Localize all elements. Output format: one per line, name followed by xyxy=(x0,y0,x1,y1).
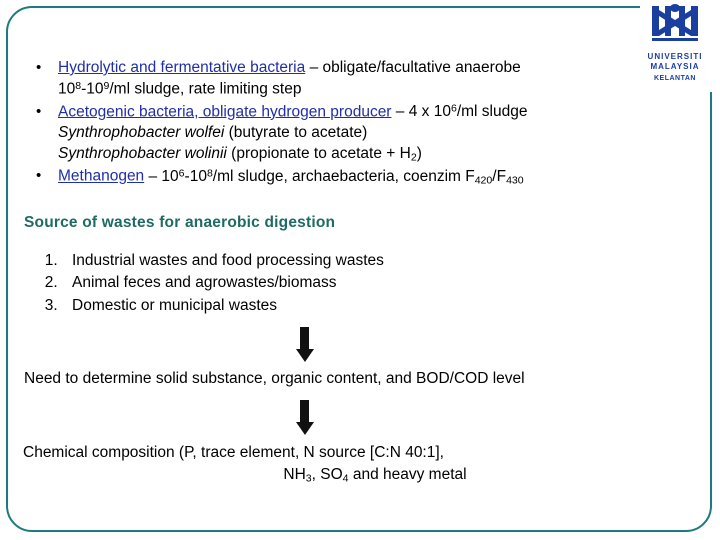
list-item xyxy=(24,102,696,166)
arrow-area-2 xyxy=(24,400,696,440)
logo-campus: KELANTAN xyxy=(654,75,696,82)
waste-source-list xyxy=(24,250,696,317)
bullet-subline: Synthrophobacter wolfei (butyrate to acetate) xyxy=(58,124,368,142)
bacteria-bullet-list xyxy=(24,58,696,188)
list-item: 3. Domestic or municipal wastes xyxy=(62,295,696,317)
down-arrow-icon xyxy=(296,327,312,362)
down-arrow-icon xyxy=(296,400,312,435)
bullet-rest: – $10^6-10^8/ml$ sludge, archaebacteria, coenzim $F_{420}/F_{430}$ xyxy=(144,167,524,187)
section-heading: Source of wastes for anaerobic digestion xyxy=(24,213,336,231)
list-item xyxy=(24,166,696,188)
flow-step-2-line1: Chemical composition (P, trace element, N source [C:N 40:1], xyxy=(23,444,444,462)
logo-name: UNIVERSITI xyxy=(647,52,703,61)
list-item: 1. Industrial wastes and food processing wastes xyxy=(62,250,696,272)
bullet-marker: • xyxy=(36,102,42,120)
bullet-marker: • xyxy=(36,59,42,76)
bullet-rest: – obligate/facultative anaerobe xyxy=(305,59,521,76)
arrow-area-1 xyxy=(24,327,696,367)
logo-line2: MALAYSIA xyxy=(650,62,700,71)
flow-step-2-line2: $NH_3$, $SO_4$ and heavy metal xyxy=(283,465,467,485)
bullet-marker: • xyxy=(36,167,42,185)
flow-step-1: Need to determine solid substance, organic content, and BOD/COD level xyxy=(24,370,525,388)
bullet-subline: Synthrophobacter wolinii (propionate to acetate + $H_2$) xyxy=(58,145,422,164)
slide-content xyxy=(24,58,696,486)
bullet-highlight: Methanogen xyxy=(58,167,145,185)
list-item xyxy=(24,58,696,101)
university-crest-icon xyxy=(638,4,712,52)
bullet-rest: – 4 x $10^6/ml$ sludge xyxy=(391,102,528,121)
bullet-highlight: Acetogenic bacteria, obligate hydrogen producer xyxy=(58,103,392,121)
bullet-highlight: Hydrolytic and fermentative bacteria xyxy=(58,59,306,76)
bullet-subline: $10^8-10^9/ml$ sludge, rate limiting step xyxy=(58,79,302,98)
list-item: 2. Animal feces and agrowastes/biomass xyxy=(62,272,696,294)
flow-step-2 xyxy=(24,442,696,486)
